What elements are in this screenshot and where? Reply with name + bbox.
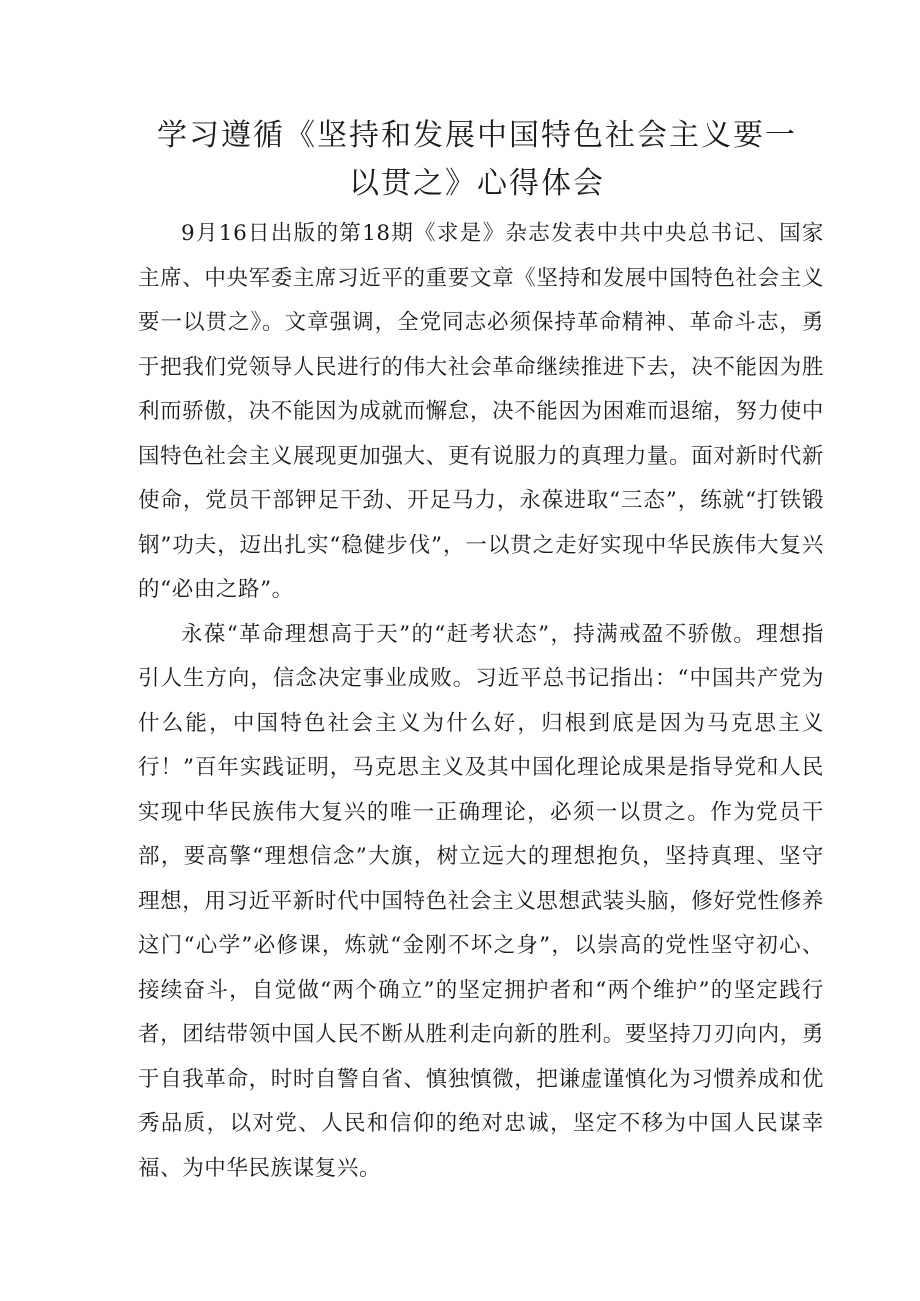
document-title: 学习遵循《坚持和发展中国特色社会主义要一以贯之》心得体会 — [157, 118, 797, 201]
paragraph-intro: 9月16日出版的第18期《求是》杂志发表中共中央总书记、国家主席、中央军委主席习近平的重要文章《坚持和发展中国特色社会主义要一以贯之》。文章强调，全党同志必须保持革命精神、革命斗志，勇于把我们党领导人民进行的伟大社会革命继续推进下去，决不能因为胜利而骄傲，决不能因为成就而懈怠，决不能因为困难而退缩，努力使中国特色社会主义展现更加强大、更有说服力的真理力量。面对新时代新使命，党员干部钾足干劲、开足马力，永葆进取“三态”，练就“打铁锻钢”功夫，迈出扎实“稳健步伐”，一以贯之走好实现中华民族伟大复兴的“必由之路”。 — [138, 221, 824, 602]
paragraph-ideals: 永葆“革命理想高于天”的“赶考状态”，持满戒盈不骄傲。理想指引人生方向，信念决定事业成败。习近平总书记指出：“中国共产党为什么能，中国特色社会主义为什么好，归根到底是因为马克思主义行！”百年实践证明，马克思主义及其中国化理论成果是指导党和人民实现中华民族伟大复兴的唯一正确理论，必须一以贯之。作为党员干部，要高擎“理想信念”大旗，树立远大的理想抱负，坚持真理、坚守理想，用习近平新时代中国特色社会主义思想武装头脑，修好党性修养这门“心学”必修课，炼就“金刚不坏之身”，以崇高的党性坚守初心、接续奋斗，自觉做“两个确立”的坚定拥护者和“两个维护”的坚定践行者，团结带领中国人民不断从胜利走向新的胜利。要坚持刀刃向内，勇于自我革命，时时自警自省、慎独慎微，把谦虚谨慎化为习惯养成和优秀品质，以对党、人民和信仰的绝对忠诚，坚定不移为中国人民谋幸福、为中华民族谋复兴。 — [138, 621, 824, 1181]
